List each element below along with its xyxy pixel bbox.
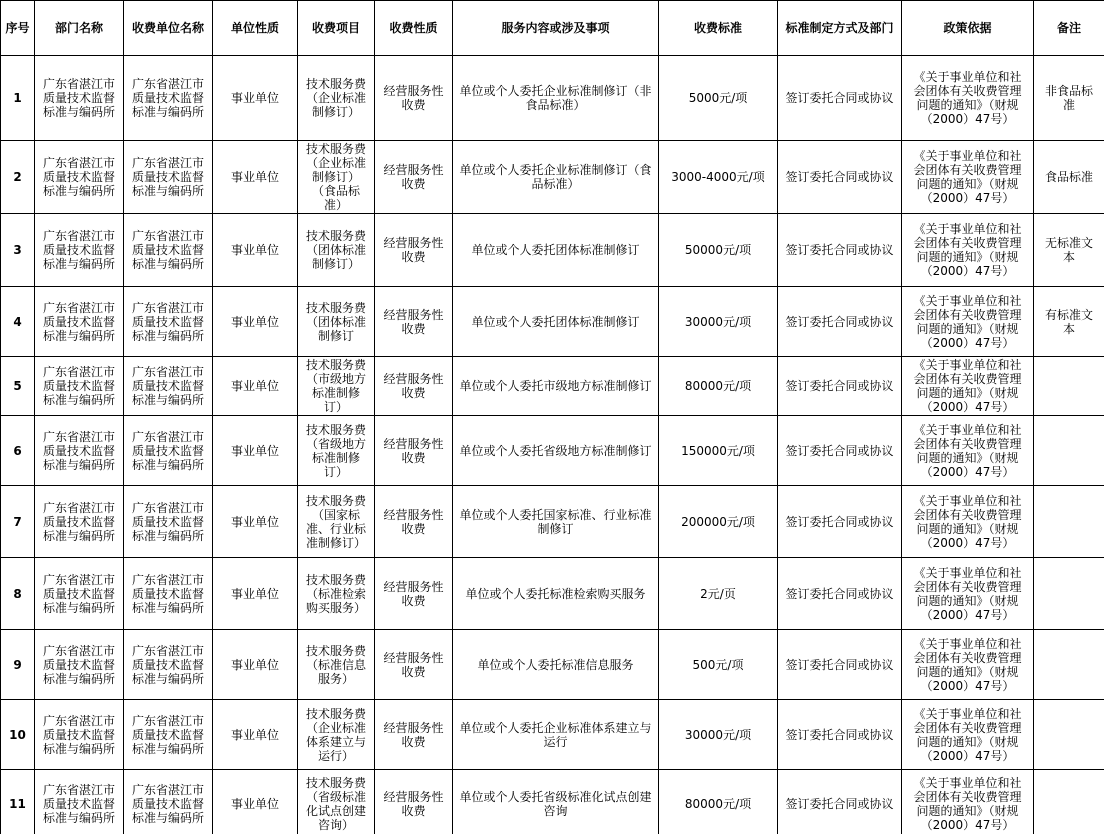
table-cell-service: 单位或个人委托标准检索购买服务 [453,558,659,630]
table-cell-seq: 3 [1,214,35,287]
table-cell-dept: 广东省湛江市质量技术监督标准与编码所 [35,214,124,287]
column-header-seq: 序号 [1,1,35,56]
table-cell-item: 技术服务费（标准检索购买服务） [298,558,375,630]
table-row [1,287,1104,357]
table-cell-item: 技术服务费（国家标准、行业标准制修订） [298,486,375,558]
table-cell-fee_nature: 经营服务性收费 [375,287,453,357]
table-cell-seq: 2 [1,141,35,214]
column-header-policy: 政策依据 [902,1,1034,56]
table-cell-standard: 150000元/项 [659,416,778,486]
table-cell-remark [1034,770,1104,834]
table-cell-service: 单位或个人委托省级标准化试点创建咨询 [453,770,659,834]
table-cell-policy: 《关于事业单位和社会团体有关收费管理问题的通知》（财规（2000）47号） [902,700,1034,770]
table-cell-standard: 5000元/项 [659,56,778,141]
table-cell-seq: 10 [1,700,35,770]
table-row [1,56,1104,141]
column-header-standard: 收费标准 [659,1,778,56]
table-row [1,214,1104,287]
table-cell-fee_nature: 经营服务性收费 [375,486,453,558]
column-header-fee_nature: 收费性质 [375,1,453,56]
table-cell-seq: 6 [1,416,35,486]
table-cell-unit: 广东省湛江市质量技术监督标准与编码所 [124,141,213,214]
table-row [1,770,1104,834]
table-cell-nature: 事业单位 [213,558,298,630]
table-cell-item: 技术服务费（标准信息服务） [298,630,375,700]
table-cell-service: 单位或个人委托市级地方标准制修订 [453,357,659,416]
table-cell-unit: 广东省湛江市质量技术监督标准与编码所 [124,770,213,834]
table-cell-policy: 《关于事业单位和社会团体有关收费管理问题的通知》（财规（2000）47号） [902,486,1034,558]
table-cell-dept: 广东省湛江市质量技术监督标准与编码所 [35,56,124,141]
table-cell-seq: 5 [1,357,35,416]
table-cell-service: 单位或个人委托团体标准制修订 [453,214,659,287]
table-cell-method: 签订委托合同或协议 [778,357,902,416]
table-cell-remark [1034,700,1104,770]
table-cell-dept: 广东省湛江市质量技术监督标准与编码所 [35,630,124,700]
table-row [1,630,1104,700]
table-cell-unit: 广东省湛江市质量技术监督标准与编码所 [124,416,213,486]
table-cell-item: 技术服务费（省级标准化试点创建咨询） [298,770,375,834]
table-cell-fee_nature: 经营服务性收费 [375,56,453,141]
table-cell-service: 单位或个人委托团体标准制修订 [453,287,659,357]
column-header-method: 标准制定方式及部门 [778,1,902,56]
table-cell-policy: 《关于事业单位和社会团体有关收费管理问题的通知》（财规（2000）47号） [902,357,1034,416]
table-cell-method: 签订委托合同或协议 [778,416,902,486]
table-cell-standard: 500元/项 [659,630,778,700]
table-body [1,56,1104,834]
table-cell-dept: 广东省湛江市质量技术监督标准与编码所 [35,287,124,357]
table-cell-policy: 《关于事业单位和社会团体有关收费管理问题的通知》（财规（2000）47号） [902,141,1034,214]
table-row [1,558,1104,630]
table-cell-standard: 30000元/项 [659,287,778,357]
table-cell-remark: 食品标准 [1034,141,1104,214]
table-row [1,486,1104,558]
column-header-nature: 单位性质 [213,1,298,56]
table-cell-dept: 广东省湛江市质量技术监督标准与编码所 [35,770,124,834]
table-cell-nature: 事业单位 [213,700,298,770]
table-cell-dept: 广东省湛江市质量技术监督标准与编码所 [35,486,124,558]
table-cell-remark [1034,486,1104,558]
table-cell-seq: 8 [1,558,35,630]
table-cell-nature: 事业单位 [213,770,298,834]
table-cell-unit: 广东省湛江市质量技术监督标准与编码所 [124,630,213,700]
table-cell-fee_nature: 经营服务性收费 [375,357,453,416]
table-cell-method: 签订委托合同或协议 [778,630,902,700]
table-cell-nature: 事业单位 [213,416,298,486]
table-cell-method: 签订委托合同或协议 [778,56,902,141]
table-cell-fee_nature: 经营服务性收费 [375,214,453,287]
column-header-service: 服务内容或涉及事项 [453,1,659,56]
table-cell-policy: 《关于事业单位和社会团体有关收费管理问题的通知》（财规（2000）47号） [902,416,1034,486]
column-header-unit: 收费单位名称 [124,1,213,56]
table-cell-policy: 《关于事业单位和社会团体有关收费管理问题的通知》（财规（2000）47号） [902,214,1034,287]
table-cell-method: 签订委托合同或协议 [778,486,902,558]
table-cell-fee_nature: 经营服务性收费 [375,416,453,486]
table-cell-unit: 广东省湛江市质量技术监督标准与编码所 [124,486,213,558]
table-cell-policy: 《关于事业单位和社会团体有关收费管理问题的通知》（财规（2000）47号） [902,558,1034,630]
table-cell-service: 单位或个人委托省级地方标准制修订 [453,416,659,486]
table-cell-standard: 30000元/项 [659,700,778,770]
table-cell-policy: 《关于事业单位和社会团体有关收费管理问题的通知》（财规（2000）47号） [902,56,1034,141]
table-header-row [1,1,1104,56]
table-cell-dept: 广东省湛江市质量技术监督标准与编码所 [35,558,124,630]
table-cell-service: 单位或个人委托企业标准体系建立与运行 [453,700,659,770]
column-header-remark: 备注 [1034,1,1104,56]
table-cell-method: 签订委托合同或协议 [778,214,902,287]
table-cell-method: 签订委托合同或协议 [778,770,902,834]
table-cell-seq: 4 [1,287,35,357]
table-cell-standard: 80000元/项 [659,770,778,834]
table-cell-seq: 7 [1,486,35,558]
table-cell-policy: 《关于事业单位和社会团体有关收费管理问题的通知》（财规（2000）47号） [902,287,1034,357]
table-cell-service: 单位或个人委托企业标准制修订（非食品标准） [453,56,659,141]
table-cell-remark [1034,630,1104,700]
table-cell-item: 技术服务费（省级地方标准制修订） [298,416,375,486]
table-cell-dept: 广东省湛江市质量技术监督标准与编码所 [35,416,124,486]
table-cell-fee_nature: 经营服务性收费 [375,558,453,630]
table-cell-unit: 广东省湛江市质量技术监督标准与编码所 [124,214,213,287]
table-cell-method: 签订委托合同或协议 [778,141,902,214]
column-header-dept: 部门名称 [35,1,124,56]
table-cell-item: 技术服务费（企业标准体系建立与运行） [298,700,375,770]
table-cell-item: 技术服务费（企业标准制修订）（食品标准） [298,141,375,214]
table-cell-standard: 200000元/项 [659,486,778,558]
table-cell-standard: 80000元/项 [659,357,778,416]
table-row [1,141,1104,214]
table-cell-service: 单位或个人委托企业标准制修订（食品标准） [453,141,659,214]
table-cell-remark [1034,357,1104,416]
table-cell-standard: 50000元/项 [659,214,778,287]
table-cell-seq: 9 [1,630,35,700]
table-cell-remark [1034,558,1104,630]
table-cell-item: 技术服务费（市级地方标准制修订） [298,357,375,416]
table-cell-dept: 广东省湛江市质量技术监督标准与编码所 [35,700,124,770]
table-cell-unit: 广东省湛江市质量技术监督标准与编码所 [124,558,213,630]
table-cell-fee_nature: 经营服务性收费 [375,700,453,770]
table-cell-fee_nature: 经营服务性收费 [375,141,453,214]
table-row [1,416,1104,486]
table-cell-method: 签订委托合同或协议 [778,287,902,357]
table-cell-seq: 1 [1,56,35,141]
table-cell-nature: 事业单位 [213,357,298,416]
table-cell-nature: 事业单位 [213,287,298,357]
table-cell-unit: 广东省湛江市质量技术监督标准与编码所 [124,357,213,416]
table-cell-method: 签订委托合同或协议 [778,558,902,630]
table-cell-unit: 广东省湛江市质量技术监督标准与编码所 [124,700,213,770]
table-cell-nature: 事业单位 [213,630,298,700]
table-cell-remark [1034,416,1104,486]
column-header-item: 收费项目 [298,1,375,56]
table-cell-fee_nature: 经营服务性收费 [375,630,453,700]
table-cell-standard: 3000-4000元/项 [659,141,778,214]
table-cell-nature: 事业单位 [213,56,298,141]
table-cell-dept: 广东省湛江市质量技术监督标准与编码所 [35,141,124,214]
table-cell-remark: 非食品标准 [1034,56,1104,141]
table-cell-item: 技术服务费（企业标准制修订） [298,56,375,141]
table-cell-seq: 11 [1,770,35,834]
table-cell-item: 技术服务费（团体标准制修订 [298,287,375,357]
table-cell-policy: 《关于事业单位和社会团体有关收费管理问题的通知》（财规（2000）47号） [902,770,1034,834]
table-cell-nature: 事业单位 [213,141,298,214]
table-cell-remark: 无标准文本 [1034,214,1104,287]
table-cell-service: 单位或个人委托国家标准、行业标准制修订 [453,486,659,558]
table-cell-standard: 2元/页 [659,558,778,630]
table-cell-unit: 广东省湛江市质量技术监督标准与编码所 [124,287,213,357]
table-cell-method: 签订委托合同或协议 [778,700,902,770]
table-cell-nature: 事业单位 [213,214,298,287]
table-cell-unit: 广东省湛江市质量技术监督标准与编码所 [124,56,213,141]
table-row [1,357,1104,416]
table-cell-fee_nature: 经营服务性收费 [375,770,453,834]
table-cell-policy: 《关于事业单位和社会团体有关收费管理问题的通知》（财规（2000）47号） [902,630,1034,700]
table-row [1,700,1104,770]
table-cell-item: 技术服务费（团体标准制修订） [298,214,375,287]
table-cell-service: 单位或个人委托标准信息服务 [453,630,659,700]
table-cell-dept: 广东省湛江市质量技术监督标准与编码所 [35,357,124,416]
table-cell-remark: 有标准文本 [1034,287,1104,357]
table-cell-nature: 事业单位 [213,486,298,558]
